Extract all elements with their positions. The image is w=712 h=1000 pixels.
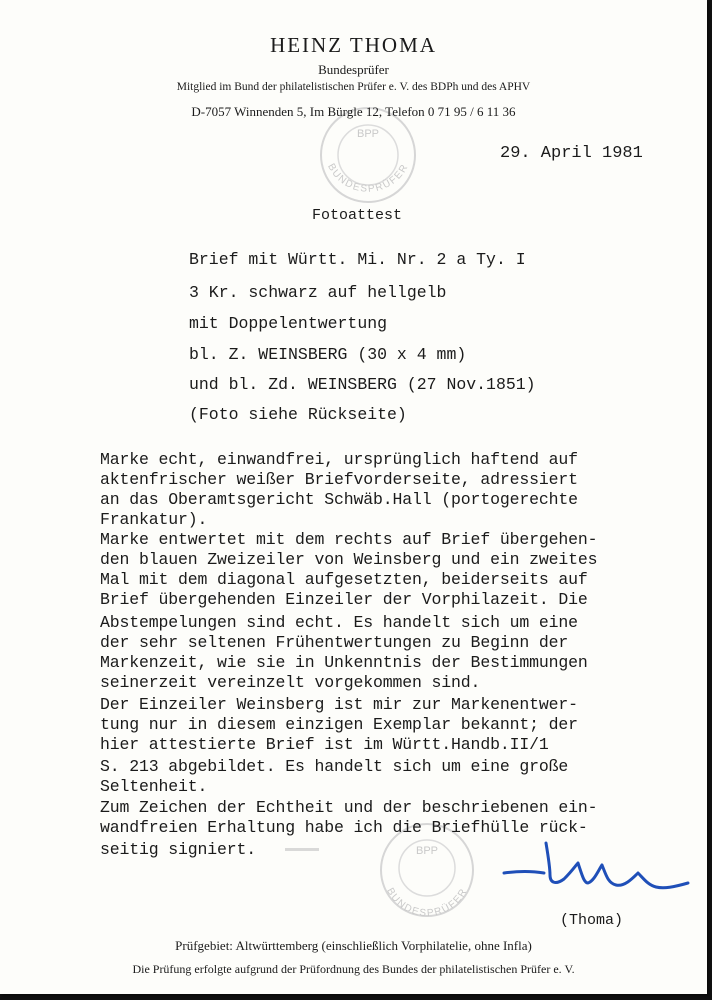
body-line: Marke entwertet mit dem rechts auf Brief übergehen- (100, 530, 598, 549)
letterhead-address: D-7057 Winnenden 5, Im Bürgle 12, Telefon 0 71 95 / 6 11 36 (191, 104, 516, 119)
faint-stamp-mark (284, 846, 320, 854)
item-line: und bl. Zd. WEINSBERG (27 Nov.1851) (189, 375, 536, 394)
item-line: Brief mit Württ. Mi. Nr. 2 a Ty. I (189, 250, 526, 269)
document-date: 29. April 1981 (500, 144, 643, 163)
item-line: (Foto siehe Rückseite) (189, 405, 407, 424)
seal-initials-bottom: BPP (415, 845, 439, 857)
body-line: Seltenheit. (100, 777, 208, 796)
item-line: mit Doppelentwertung (189, 314, 388, 333)
body-line: Mal mit dem diagonal aufgesetzten, beiderseits auf (100, 570, 588, 589)
letterhead-name: HEINZ THOMA (270, 33, 437, 57)
body-line: tung nur in diesem einzigen Exemplar bekannt; der (100, 715, 578, 734)
body-line: S. 213 abgebildet. Es handelt sich um eine große (100, 757, 569, 776)
document-heading: Fotoattest (312, 207, 403, 224)
letterhead-membership: Mitglied im Bund der philatelistischen Prüfer e. V. des BDPh und des APHV (176, 81, 531, 93)
handwritten-signature (498, 835, 698, 905)
body-line: Der Einzeiler Weinsberg ist mir zur Markenentwer- (100, 695, 578, 714)
exam-rule: Die Prüfung erfolgte aufgrund der Prüfordnung des Bundes der philatelistischen Prüfer e. V. (132, 962, 575, 976)
body-line: Markenzeit, wie sie in Unkenntnis der Bestimmungen (100, 653, 588, 672)
body-line: Abstempelungen sind echt. Es handelt sich um eine (100, 613, 578, 632)
body-line: an das Oberamtsgericht Schwäb.Hall (portogerechte (100, 490, 578, 509)
letterhead-title: Bundesprüfer (318, 62, 389, 77)
body-line: Brief übergehenden Einzeiler der Vorphilazeit. Die (100, 590, 588, 609)
item-line: bl. Z. WEINSBERG (30 x 4 mm) (189, 345, 467, 364)
exam-area: Prüfgebiet: Altwürttemberg (einschließlich Vorphilatelie, ohne Infla) (175, 938, 532, 953)
body-line: Marke echt, einwandfrei, ursprünglich haftend auf (100, 450, 578, 469)
embossed-seal-top (303, 105, 433, 205)
seal-text-bottom: BUNDESPRÜFER (384, 886, 470, 920)
body-line: Zum Zeichen der Echtheit und der beschriebenen ein- (100, 798, 598, 817)
body-line: seitig signiert. (100, 840, 257, 859)
body-line: der sehr seltenen Frühentwertungen zu Beginn der (100, 633, 569, 652)
body-line: wandfreien Erhaltung habe ich die Briefhülle rück- (100, 818, 588, 837)
body-line: seinerzeit vereinzelt vorgekommen sind. (100, 673, 481, 692)
item-line: 3 Kr. schwarz auf hellgelb (189, 283, 447, 302)
signature-name: (Thoma) (560, 912, 624, 929)
seal-text-top: BUNDESPRÜFER (325, 161, 411, 195)
seal-initials-top: BPP (356, 128, 380, 140)
body-line: Frankatur). (100, 510, 208, 529)
body-line: hier attestierte Brief ist im Württ.Handb.II/1 (100, 735, 549, 754)
body-line: aktenfrischer weißer Briefvorderseite, adressiert (100, 470, 578, 489)
body-line: den blauen Zweizeiler von Weinsberg und ein zweites (100, 550, 598, 569)
